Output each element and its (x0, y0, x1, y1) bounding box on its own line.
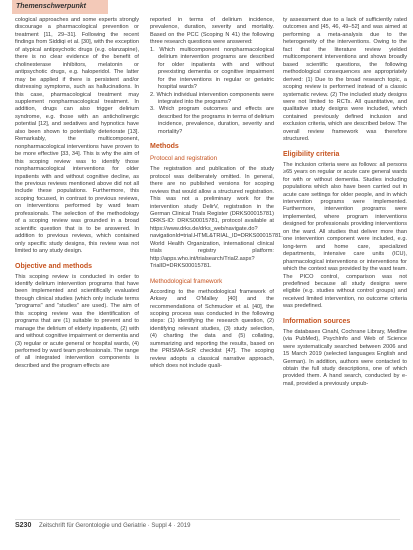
list-item: 1. Which multicomponent nonpharmacological delirium intervention programs are described for older inpatients with and without preexisting dementia or cognitive impairment for the interventions in regular or geriatric hospital wards? (150, 46, 274, 91)
footer-divider (15, 519, 400, 520)
paragraph: cological approaches and some experts strongly discourage a pharmacological prevention or treatment [11, 29–31]. Following the recent findings from Siddiqi et al. [30], with the exception of atypical antipsychotic drugs (e.g. olanzapine), there is no clear evidence of the benefit of cholinesterase inhibitors, melatonin or antipsychotic drugs, e.g. haloperidol. The latter may be applied if there is persistent and/or distressing symptoms, such as hallucinations. In this case, pharmacological treatment may supplement nonpharmacological treatment. In addition, drugs can also trigger delirium syndrome, e.g. those with an anticholinergic potential [12], and sedatives and hypnotics have also been shown to potentially deteriorate [13]. Remarkably, the multicomponent, nonpharmacological interventions have proven to be more effective [33, 34]. This is why the aim of this scoping review was to identify those nonpharmacological interventions for older inpatients with and without cognitive decline, as the previous reviews mentioned above did not all include these populations. Furthermore, this scoping focused, in contrast to previous reviews, on interventions performed by ward team professionals. The selection of the methodology of a scoping review was grounded in a broad scientific question that is to be answered. In addition to previous reviews, which contained only specific study designs, this review was not limited to any study design. (15, 17, 139, 255)
list-item: 3. Which program outcomes and effects are described for the programs in terms of delirium incidence, prevalence, duration, severity and mortality? (150, 106, 274, 135)
paragraph: The registration and publication of the study protocol was deliberately omitted. In general, there are no published versions for scoping reviews that would allow a structured registration. This was not a preliminary work for the intervention study DelirV, registration in the German Clinical Trials Register (DRKS00015781) DRKS-ID: DRKS00015781, protocol available at https://www.drks.de/drks_web/navigate.do?navigationId=trial.HTML&TRIAL_ID=DRKS00015781. World Health Organization, international clinical trials registry platform: http://apps.who.int/trialsearch/Trial2.aspx?TrialID=DRKS00015781. (150, 166, 283, 270)
list-item: 2. Which individual intervention components were integrated into the programs? (150, 91, 274, 105)
section-heading: Eligibility criteria (283, 150, 340, 158)
paragraph: This scoping review is conducted in order to identify delirium intervention programs that have been implemented and scientifically evaluated through clinical studies (which only include terms "programs" and "studies" are used). The aim of this scoping review was the identification of programs that are (1) suitable to prevent and to manage the delirium of elderly inpatients, (2) with and without cognitive impairment or dementia and (3) regular or acute general or hospital wards, (4) performed by ward team professionals. The range of all integrated intervention components is described and the program effects are (15, 273, 139, 369)
column-3 (283, 17, 407, 388)
paragraph: The inclusion criteria were as follows: all persons ≥65 years on regular or acute care general wards for with or without dementia. Studies including populations which also have been carried out in acute care settings for older people, and in which intervention programs were implemented. Furthermore, intervention programs were implemented, where program interventions designed for professionals providing interventions on the ward. All studies that deliver more than one intervention component were included, e.g. long-term and home care, specialized departments, intensive care units (ICU), pharmacological interventions or interventions for which the context was provided by the ward team. The PICO control, comparison was not predefined because all study designs were eligible (e.g. studies without control groups) and received limited intervention, no outcome criteria was predefined. (283, 161, 407, 310)
section-heading: Objective and methods (15, 262, 93, 270)
section-tab: Themenschwerpunkt (12, 0, 108, 14)
section-heading: Methods (150, 143, 179, 151)
page-footer (15, 522, 400, 534)
paragraph: ty assessment due to a lack of sufficiently rated outcomes and [45, 46, 49–52] and was aimed at performing a meta-analysis due to the heterogeneity of the interventions. Owing to the fact that the literature review yielded multicomponent interventions and shows broadly based scientific questions, the following methodological consequences are appropriately derived: (1) Due to the broad research topic, a scoping review is performed instead of a classic systematic review. (2) The included study designs were not limited to RCTs. All quantitative, and qualitative study designs were included, which contained previously defined inclusion and exclusion criteria, which are described below. The overall review framework was therefore structured. (283, 17, 407, 143)
paragraph: The databases Cinahl, Cochrane Library, Medline (via PubMed), PsychInfo and Web of Science were systematically searched between 2006 and 15 March 2019 (selected languages English and German). In addition, authors were contacted to obtain the full study descriptions, one of which provided them. A hand search, conducted by e-mail, provided a previously unpub- (283, 328, 407, 387)
paragraph: reported in terms of delirium incidence, prevalence, duration, severity and mortality. Based on the PCC (Scoping N 41) the following three research questions were answered: (150, 17, 274, 46)
column-1 (15, 17, 139, 370)
paragraph: According to the methodological framework of Arksey and O'Malley [40] and the recommendations of Schmucker et al. [40], the scoping process was conducted in the following steps: (1) identifying the research question, (2) identifying relevant studies, (3) study selection, (4) charting the data and (5) collating, summarizing and reporting the results, based on the PRISMA-ScR checklist [47]. The scoping review adopts a classical narrative approach, which does not include quali- (150, 288, 274, 370)
section-heading: Information sources (283, 317, 351, 325)
subsection-heading: Protocol and registration (150, 155, 218, 163)
subsection-heading: Methodological framework (150, 277, 223, 285)
column-2 (150, 17, 283, 371)
page-number: S230 (15, 522, 32, 529)
journal-name: Zeitschrift für Gerontologie und Geriatrie · Suppl 4 · 2019 (39, 523, 191, 529)
